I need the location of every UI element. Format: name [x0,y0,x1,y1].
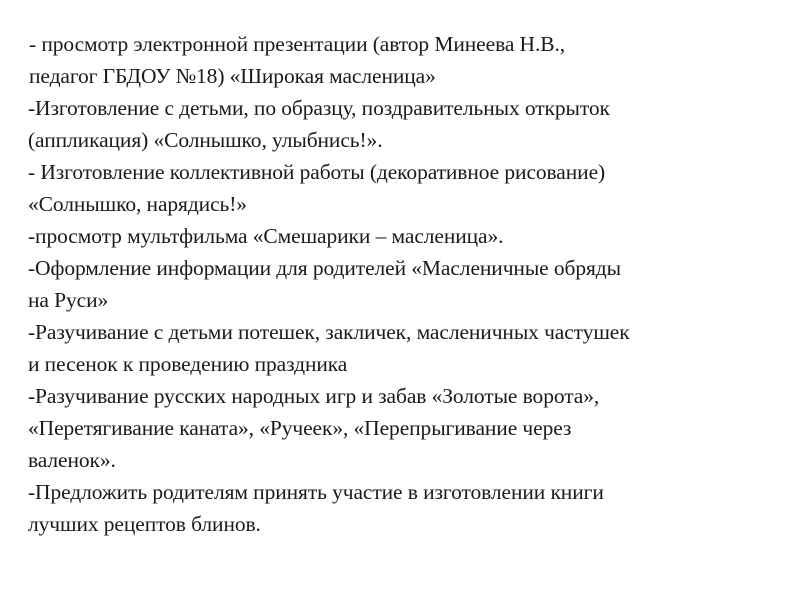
list-item-line: на Руси» [28,288,109,312]
list-item [28,156,788,220]
list-item-line: - просмотр электронной презентации (автор Минеева Н.В., [29,32,566,56]
list-item [28,92,788,156]
list-item-line: -Разучивание с детьми потешек, закличек, масленичных частушек [28,320,630,344]
list-item-line: педагог ГБДОУ №18) «Широкая масленица» [29,64,436,88]
list-item-line: «Перетягивание каната», «Ручеек», «Перепрыгивание через [28,416,572,440]
activity-list [28,28,788,540]
list-item-line: валенок». [28,448,116,472]
list-item-line: лучших рецептов блинов. [28,512,261,536]
list-item [28,380,788,476]
list-item [28,252,788,316]
list-item-line: (аппликация) «Солнышко, улыбнись!». [28,128,383,152]
list-item-line: -просмотр мультфильма «Смешарики – масленица». [28,224,504,248]
list-item-line: «Солнышко, нарядись!» [28,192,247,216]
list-item [28,476,788,540]
list-item-line: -Разучивание русских народных игр и забав «Золотые ворота», [28,384,600,408]
list-item-line: и песенок к проведению праздника [28,352,348,376]
list-item [28,316,788,380]
list-item-line: -Предложить родителям принять участие в изготовлении книги [28,480,604,504]
list-item-line: -Изготовление с детьми, по образцу, поздравительных открыток [28,96,610,120]
list-item-line: -Оформление информации для родителей «Масленичные обряды [28,256,621,280]
list-item [28,28,788,92]
list-item-line: - Изготовление коллективной работы (декоративное рисование) [28,160,606,184]
list-item [28,220,788,252]
